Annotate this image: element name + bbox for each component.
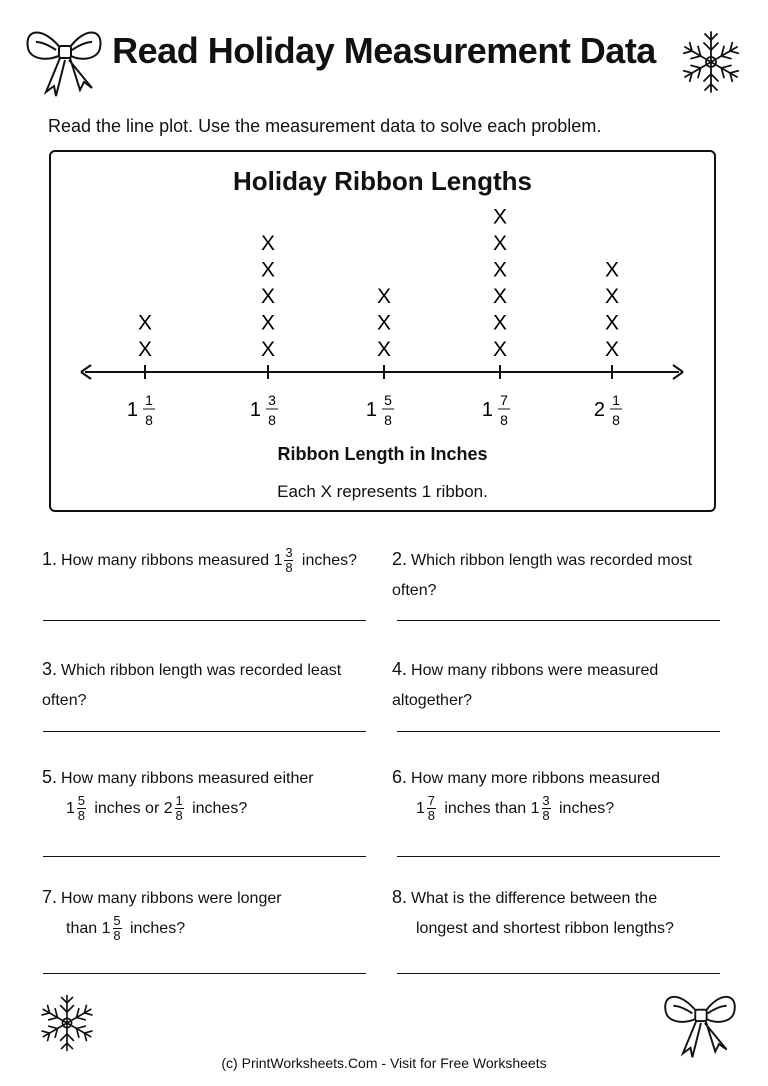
- x-mark: X: [260, 285, 276, 308]
- question-number: 5.: [42, 767, 58, 787]
- fraction: $\frac{3}{8}$: [285, 545, 293, 576]
- question-number: 7.: [42, 887, 58, 907]
- question-5: [42, 762, 382, 824]
- answer-line[interactable]: [43, 856, 366, 857]
- question-text: Which ribbon length was recorded least often?: [42, 662, 342, 709]
- answer-line[interactable]: [43, 973, 366, 974]
- x-mark: X: [492, 258, 508, 282]
- mixed-number-whole: 1: [530, 800, 540, 817]
- tick-label-numerator: 1: [145, 392, 153, 408]
- answer-line[interactable]: [43, 731, 366, 732]
- snowflake-icon: [676, 26, 746, 103]
- question-text: inches?: [125, 920, 186, 937]
- question-2: [392, 544, 732, 606]
- mixed-number-whole: 2: [163, 800, 173, 817]
- question-number: 3.: [42, 659, 58, 679]
- tick-label-numerator: 3: [268, 392, 276, 408]
- question-number: 8.: [392, 887, 408, 907]
- tick-label-whole: 2: [593, 399, 605, 421]
- answer-line[interactable]: [397, 973, 720, 974]
- x-mark: X: [492, 311, 508, 335]
- tick-label-numerator: 7: [500, 392, 508, 408]
- question-text: inches?: [297, 552, 358, 569]
- question-text: How many more ribbons measured: [411, 770, 661, 787]
- question-6: [392, 762, 732, 824]
- tick-label-whole: 1: [481, 399, 493, 421]
- tick-label-numerator: 1: [612, 392, 620, 408]
- x-mark: X: [260, 258, 276, 282]
- question-number: 4.: [392, 659, 408, 679]
- mixed-number-whole: 1: [416, 800, 425, 817]
- tick-label-denominator: 8: [145, 412, 153, 428]
- fraction: $\frac{3}{8}$: [542, 793, 550, 824]
- line-plot-panel: [49, 150, 716, 512]
- fraction: $\frac{5}{8}$: [113, 913, 121, 944]
- question-text: How many ribbons measured: [61, 552, 274, 569]
- answer-line[interactable]: [397, 620, 720, 621]
- instructions: Read the line plot. Use the measurement data to solve each problem.: [48, 116, 602, 136]
- tick-label-denominator: 8: [612, 412, 620, 428]
- question-text: than: [66, 920, 102, 937]
- x-mark: X: [260, 232, 276, 255]
- question-number: 1.: [42, 549, 58, 569]
- answer-line[interactable]: [397, 731, 720, 732]
- plot-key: Each X represents 1 ribbon.: [277, 482, 488, 501]
- snowflake-icon: [35, 990, 99, 1061]
- answer-line[interactable]: [43, 620, 366, 621]
- page-title: Read Holiday Measurement Data: [112, 30, 656, 71]
- question-7: [42, 882, 382, 944]
- x-mark: X: [492, 285, 508, 308]
- question-1: [42, 544, 382, 576]
- fraction: $\frac{7}{8}$: [427, 793, 436, 824]
- tick-label-denominator: 8: [384, 412, 392, 428]
- x-mark: X: [492, 232, 508, 255]
- x-mark: X: [604, 285, 620, 308]
- mixed-number-whole: 1: [101, 920, 111, 937]
- question-text: Which ribbon length was recorded most often?: [392, 552, 693, 599]
- tick-label-whole: 1: [365, 399, 377, 421]
- chart-title: Holiday Ribbon Lengths: [233, 166, 532, 196]
- fraction: $\frac{1}{8}$: [175, 793, 183, 824]
- tick-label-denominator: 8: [268, 412, 276, 428]
- x-mark: X: [492, 338, 508, 361]
- question-text: How many ribbons were measured altogether?: [392, 662, 659, 709]
- x-mark: X: [604, 311, 620, 335]
- question-text: How many ribbons measured either: [61, 770, 314, 787]
- tick-label-numerator: 5: [384, 392, 392, 408]
- x-mark: X: [604, 338, 620, 361]
- x-mark: X: [260, 311, 276, 335]
- mixed-number-whole: 1: [66, 800, 75, 817]
- fraction: $\frac{5}{8}$: [77, 793, 86, 824]
- mixed-number-whole: 1: [273, 552, 283, 569]
- question-text: How many ribbons were longer: [61, 890, 282, 907]
- axis-label: Ribbon Length in Inches: [277, 444, 488, 464]
- answer-line[interactable]: [397, 856, 720, 857]
- x-mark: X: [376, 285, 392, 308]
- x-mark: X: [137, 338, 153, 361]
- question-number: 2.: [392, 549, 408, 569]
- question-text: inches or: [89, 800, 164, 817]
- question-text: inches?: [187, 800, 248, 817]
- question-text: inches than: [439, 800, 531, 817]
- question-8: [392, 882, 732, 944]
- footer-credit: (c) PrintWorksheets.Com - Visit for Free Worksheets: [221, 1055, 547, 1071]
- tick-label-whole: 1: [249, 399, 261, 421]
- question-text: longest and shortest ribbon lengths?: [416, 920, 674, 937]
- x-mark: X: [492, 205, 508, 229]
- question-3: [42, 654, 382, 716]
- question-text: inches?: [554, 800, 615, 817]
- tick-label-denominator: 8: [500, 412, 508, 428]
- x-mark: X: [376, 338, 392, 361]
- x-mark: X: [137, 311, 153, 335]
- question-4: [392, 654, 732, 716]
- x-mark: X: [604, 258, 620, 282]
- x-mark: X: [260, 338, 276, 361]
- question-text: What is the difference between the: [411, 890, 658, 907]
- x-mark: X: [376, 311, 392, 335]
- tick-label-whole: 1: [126, 399, 138, 421]
- question-number: 6.: [392, 767, 408, 787]
